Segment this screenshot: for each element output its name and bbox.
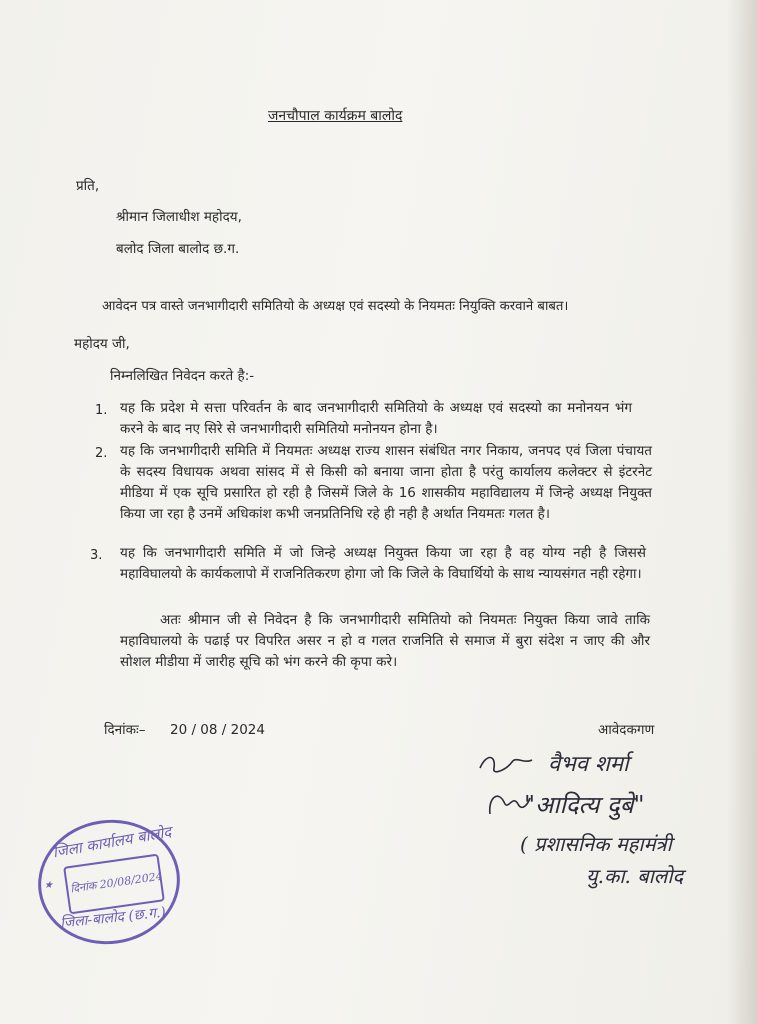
- signature-name-2: "आदित्य दुबे": [524, 791, 645, 819]
- subject-line: आवेदन पत्र वास्ते जनभागीदारी समितियो के अध्यक्ष एवं सदस्यो के नियमतः नियुक्ति करवाने बाबत।: [102, 299, 569, 314]
- stamp-text-top: जिला कार्यालय बालोद: [51, 822, 173, 862]
- document-title: जनचौपाल कार्यक्रम बालोद: [268, 108, 403, 124]
- point-number-3: 3.: [90, 548, 103, 563]
- applicant-label: आवेदकगण: [598, 722, 655, 738]
- signature-scribble-1: [476, 746, 536, 780]
- point-number-2: 2.: [95, 446, 108, 461]
- signature-role-1: ( प्रशासनिक महामंत्री: [520, 832, 672, 856]
- stamp-text-middle: दिनांक 20/08/2024: [69, 869, 164, 896]
- stamp-star-icon: ★: [44, 880, 53, 891]
- signature-name-1: वैभव शर्मा: [548, 752, 629, 777]
- point-text-3: यह कि जनभागीदारी समिति में जो जिन्हे अध्यक्ष नियुक्त किया जा रहा है वह योग्य नही है जिससे महाविघालयो के कार्यकलापो में राजनितिकरण होगा जो कि जिले के विघार्थियो के साथ न्यायसंगत नही रहेगा।: [120, 545, 646, 582]
- page-edge-shadow: [727, 0, 757, 1024]
- date-label: दिनांकः–: [104, 722, 146, 738]
- point-number-1: 1.: [95, 403, 108, 418]
- recipient-prati: प्रति,: [76, 178, 100, 194]
- closing-paragraph: अतः श्रीमान जी से निवेदन है कि जनभागीदारी समितियो को नियमतः नियुक्त किया जावे ताकि महाविघालयो के पढाई पर विपरित असर न हो व गलत राजनिति से समाज में बुरा संदेश न जाए की और सोशल मीडीया में जारीह सूचि को भंग करने की कृपा करे।: [120, 612, 650, 670]
- date-value: 20 / 08 / 2024: [170, 722, 265, 738]
- recipient-line-2: बलोद जिला बालोद छ.ग.: [116, 241, 240, 257]
- salutation: महोदय जी,: [74, 336, 130, 352]
- recipient-line-1: श्रीमान जिलाधीश महोदय,: [116, 209, 242, 225]
- point-text-2: यह कि जनभागीदारी समिति में नियमतः अध्यक्ष राज्य शासन संबंधित नगर निकाय, जनपद एवं जिला पंचायत के सदस्य विधायक अथवा सांसद में से किसी को बनाया जाना होता है परंतु कार्यालय कलेक्टर से इंटरनेट मीडिया में एक सूचि प्रसारित हो रही है जिसमें जिले के 16 शासकीय महाविद्यालय में जिन्हे अध्यक्ष नियुक्त किया जा रहा है उनमें अधिकांश कभी जनप्रतिनिधि रहे ही नही है अर्थात नियमतः गलत है।: [120, 443, 652, 522]
- point-text-1: यह कि प्रदेश मे सत्ता परिवर्तन के बाद जनभागीदारी समितियो के अध्यक्ष एवं सदस्यो का मनोनयन भंग करने के बाद नए सिरे से जनभागीदारी समितियो मनोनयन होना है।: [120, 400, 632, 437]
- stamp-text-bottom: जिला-बालोद (छ.ग.): [59, 904, 167, 932]
- signature-role-2: यु.का. बालोद: [586, 864, 684, 888]
- intro-line: निम्नलिखित निवेदन करते है:-: [110, 368, 255, 384]
